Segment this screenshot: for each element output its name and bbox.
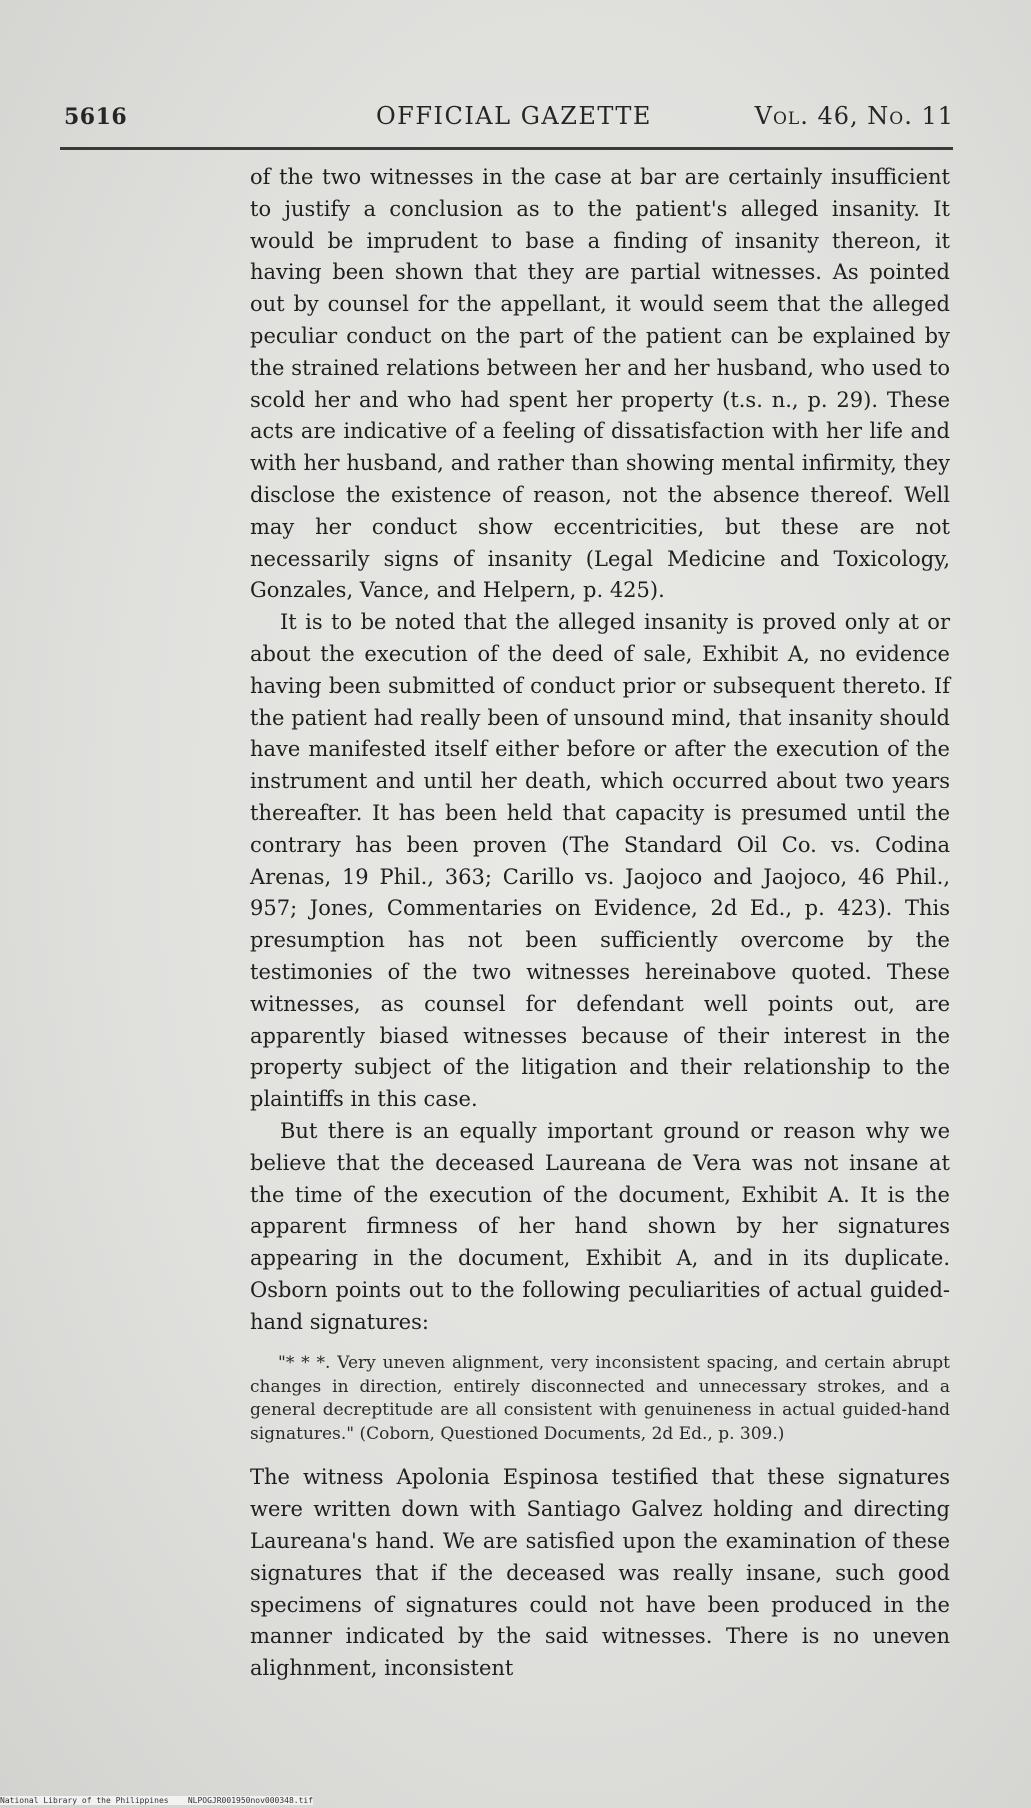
paragraph-2: It is to be noted that the alleged insanity is proved only at or about the execution of the deed of sale, Exhibit A, no evidence having been submitted of conduct prior or subsequent thereto. If the patient had really been of unsound mind, that insanity should have manifested itself either before or after the execution of the instrument and until her death, which occurred about two years thereafter. It has been held that capacity is presumed until the contrary has been proven (The Standard Oil Co. vs. Codina Arenas, 19 Phil., 363; Carillo vs. Jaojoco and Jaojoco, 46 Phil., 957; Jones, Commentaries on Evidence, 2d Ed., p. 423). This presumption has not been sufficiently overcome by the testimonies of the two witnesses hereinabove quoted. These witnesses, as counsel for defendant well points out, are apparently biased witnesses because of their interest in the property subject of the litigation and their relationship to the plaintiffs in this case. — [250, 610, 950, 1112]
publication-title: OFFICIAL GAZETTE — [376, 102, 652, 130]
page-number: 5616 — [64, 104, 128, 130]
block-quote: "* * *. Very uneven alignment, very inconsistent spacing, and certain abrupt changes in direction, entirely disconnected and unnecessary strokes, and a general decreptitude are all consistent with genuineness in actual guided-hand signatures." (Coborn, Questioned Documents, 2d Ed., p. 309.) — [250, 1353, 950, 1444]
paragraph-3: But there is an equally important ground or reason why we believe that the deceased Laureana de Vera was not insane at the time of the execution of the document, Exhibit A. It is the apparent firmness of her hand shown by her signatures appearing in the document, Exhibit A, and in its duplicate. Osborn points out to the following peculiarities of actual guided-hand signatures: — [250, 1118, 950, 1334]
body-text — [250, 162, 950, 1685]
scan-source-stamp: National Library of the Philippines NLPOGJR001950nov000348.tif — [0, 1796, 314, 1805]
paragraph-4: The witness Apolonia Espinosa testified that these signatures were written down with Santiago Galvez holding and directing Laureana's hand. We are satisfied upon the examination of these signatures that if the deceased was really insane, such good specimens of signatures could not have been produced in the manner indicated by the said witnesses. There is no uneven alighnment, inconsistent — [250, 1465, 950, 1681]
volume-number: Vol. 46, No. 11 — [754, 102, 954, 130]
page-header — [64, 96, 954, 136]
header-rule — [60, 147, 953, 150]
paragraph-1: of the two witnesses in the case at bar are certainly insufficient to justify a conclusion as to the patient's alleged insanity. It would be imprudent to base a finding of insanity thereon, it having been shown that they are partial witnesses. As pointed out by counsel for the appellant, it would seem that the alleged peculiar conduct on the part of the patient can be explained by the strained relations between her and her husband, who used to scold her and who had spent her property (t.s. n., p. 29). These acts are indicative of a feeling of dissatisfaction with her life and with her husband, and rather than showing mental infirmity, they disclose the existence of reason, not the absence thereof. Well may her conduct show eccentricities, but these are not necessarily signs of insanity (Legal Medicine and Toxicology, Gonzales, Vance, and Helpern, p. 425). — [250, 165, 950, 603]
